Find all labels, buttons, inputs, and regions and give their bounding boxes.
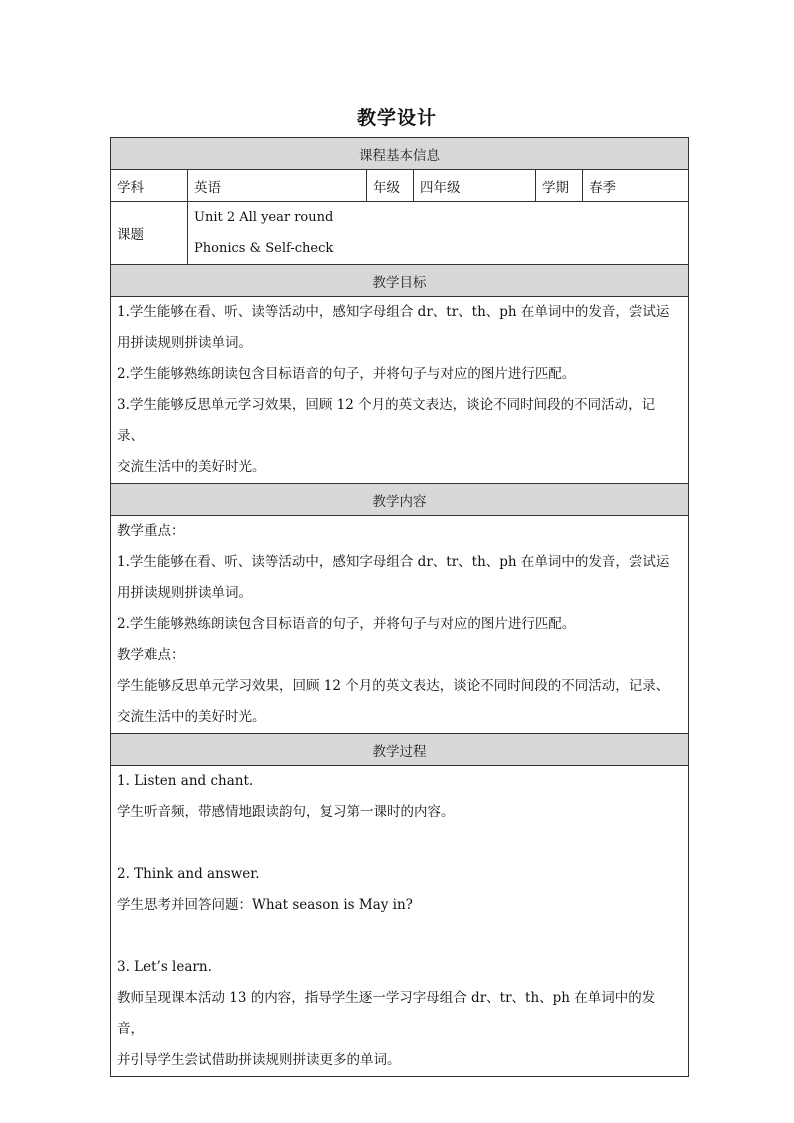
content-line: 用拼读规则拼读单词。: [117, 585, 252, 601]
step-heading: 1. Listen and chant.: [117, 773, 254, 789]
document-title: 教学设计: [356, 107, 437, 129]
content-line: 交流生活中的美好时光。: [117, 709, 266, 725]
content-header: 教学内容: [111, 484, 689, 516]
topic-label: 课题: [111, 202, 188, 265]
content-line: 教学难点：: [117, 647, 185, 663]
process-header: 教学过程: [111, 734, 689, 766]
content-line: 2.学生能够熟练朗读包含目标语音的句子，并将句子与对应的图片进行匹配。: [117, 616, 576, 632]
term-label: 学期: [536, 170, 583, 202]
objective-line: 1.学生能够在看、听、读等活动中，感知字母组合 dr、tr、th、ph 在单词中的发音，尝试运: [117, 304, 670, 320]
objective-line: 2.学生能够熟练朗读包含目标语音的句子，并将句子与对应的图片进行匹配。: [117, 366, 576, 382]
objective-line: 用拼读规则拼读单词。: [117, 335, 252, 351]
topic-line-1: Unit 2 All year round: [194, 210, 334, 225]
grade-value: 四年级: [414, 170, 536, 202]
term-value: 春季: [583, 170, 689, 202]
step-line: 学生思考并回答问题：What season is May in?: [117, 897, 413, 913]
content-line: 教学重点：: [117, 523, 185, 539]
content-line: 学生能够反思单元学习效果，回顾 12 个月的英文表达，谈论不同时间段的不同活动，记录、: [117, 678, 670, 694]
objective-line: 交流生活中的美好时光。: [117, 459, 266, 475]
step-line: 教师呈现课本活动 13 的内容，指导学生逐一学习字母组合 dr、tr、th、ph 在单词中的发音，: [117, 990, 656, 1037]
subject-label: 学科: [111, 170, 188, 202]
step-heading: 3. Let’s learn.: [117, 959, 212, 975]
objectives-body: [111, 297, 689, 484]
step-line: 并引导学生尝试借助拼读规则拼读更多的单词。: [117, 1052, 401, 1068]
lesson-plan-table: [110, 137, 689, 1077]
content-body: [111, 516, 689, 734]
objective-line: 3.学生能够反思单元学习效果，回顾 12 个月的英文表达，谈论不同时间段的不同活动，记录、: [117, 397, 656, 444]
step-line: 学生听音频，带感情地跟读韵句，复习第一课时的内容。: [117, 804, 455, 820]
subject-value: 英语: [188, 170, 367, 202]
step-heading: 2. Think and answer.: [117, 866, 260, 882]
basic-info-header: 课程基本信息: [111, 138, 689, 170]
objectives-header: 教学目标: [111, 265, 689, 297]
topic-value: [188, 202, 689, 265]
content-line: 1.学生能够在看、听、读等活动中，感知字母组合 dr、tr、th、ph 在单词中的发音，尝试运: [117, 554, 670, 570]
process-body: [111, 766, 689, 1077]
topic-line-2: Phonics & Self-check: [194, 241, 334, 256]
grade-label: 年级: [367, 170, 414, 202]
